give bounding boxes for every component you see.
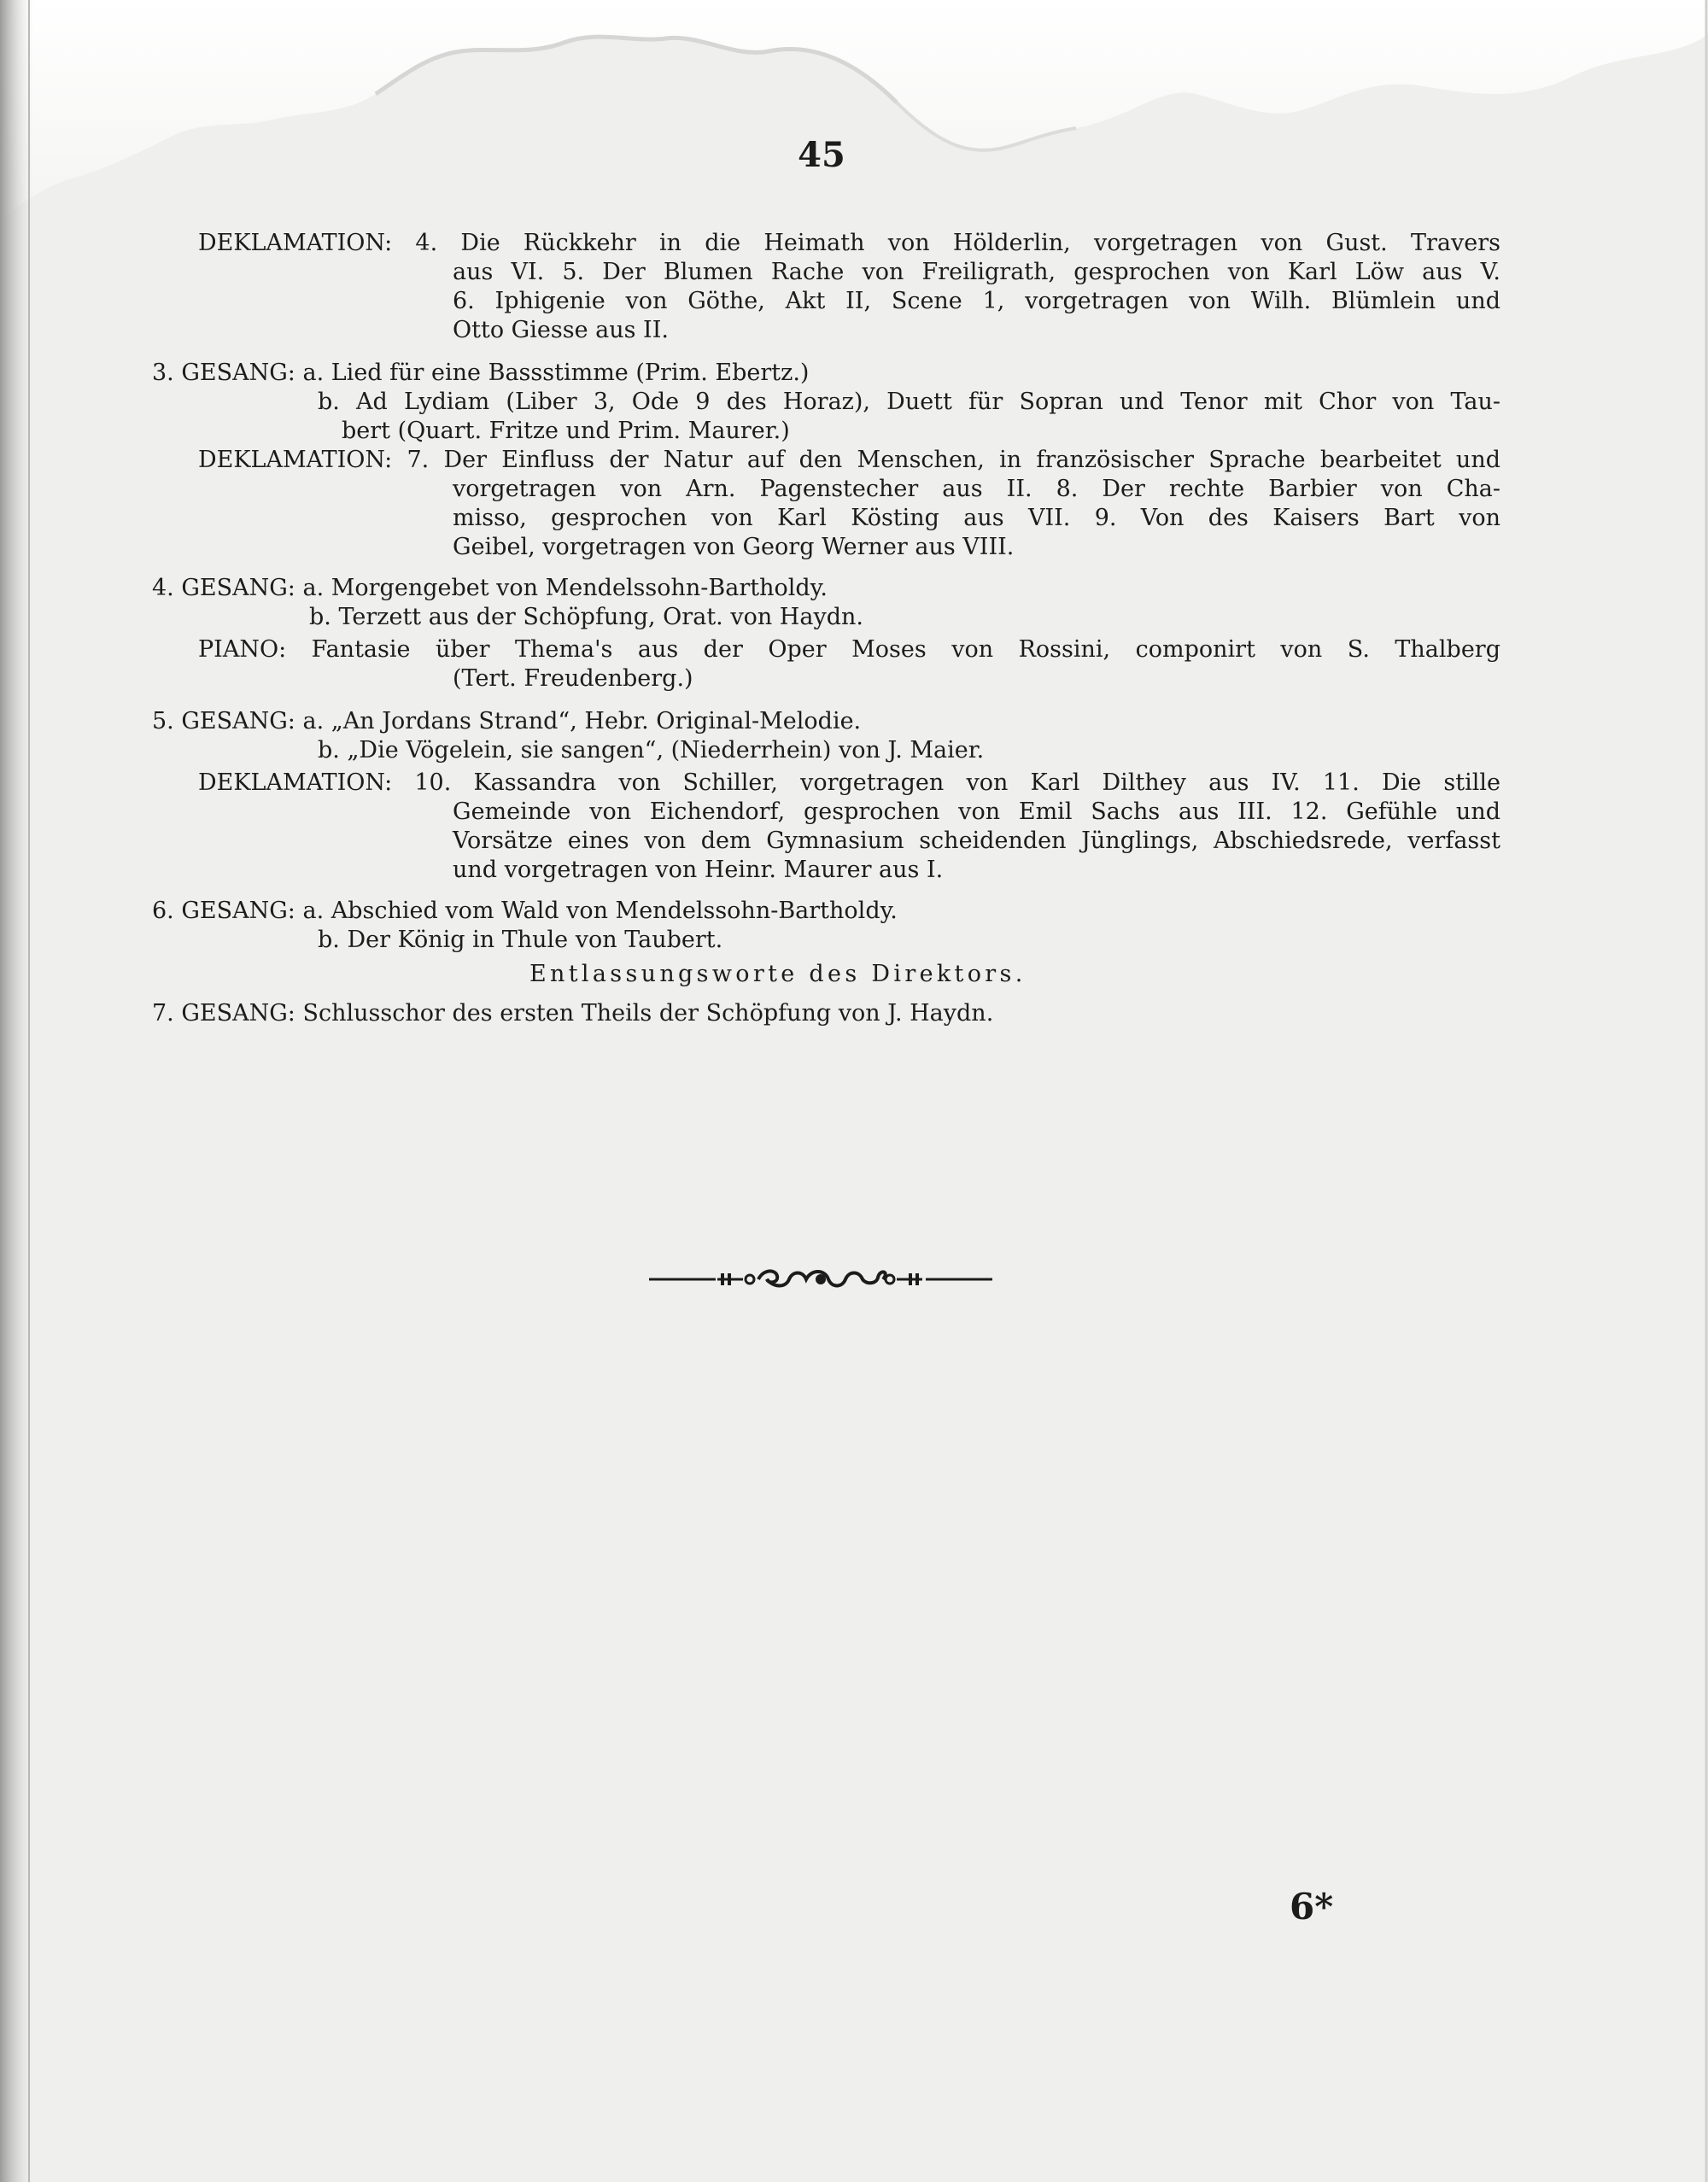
dek2-line-4: Geibel, vorgetragen von Georg Werner aus VIII.	[453, 534, 1015, 560]
dek1-line-3: 6. Iphigenie von Göthe, Akt II, Scene 1, vorgetragen von Wilh. Blümlein und	[453, 288, 1500, 314]
dek2-line-3: misso, gesprochen von Karl Kösting aus VII. 9. Von des Kaisers Bart von	[453, 505, 1500, 531]
gesang3-line-1: 3. GESANG: a. Lied für eine Bassstimme (Prim. Ebertz.)	[152, 360, 810, 386]
dek2-line-1: DEKLAMATION: 7. Der Einfluss der Natur auf den Menschen, in französischer Sprache bearbeitet und	[198, 447, 1500, 473]
dek3-line-1: DEKLAMATION: 10. Kassandra von Schiller, vorgetragen von Karl Dilthey aus IV. 11. Die stille	[198, 769, 1500, 796]
dek1-line-1: DEKLAMATION: 4. Die Rückkehr in die Heimath von Hölderlin, vorgetragen von Gust. Travers	[198, 230, 1500, 256]
dek3-line-4: und vorgetragen von Heinr. Maurer aus I.	[453, 857, 944, 883]
gesang5-line-2: b. „Die Vögelein, sie sangen“, (Niederrhein) von J. Maier.	[318, 737, 985, 763]
gesang4-line-1: 4. GESANG: a. Morgengebet von Mendelssohn-Bartholdy.	[152, 575, 828, 601]
piano-line-1: PIANO: Fantasie über Thema's aus der Oper Moses von Rossini, componirt von S. Thalberg	[198, 636, 1500, 663]
gesang3-line-2: b. Ad Lydiam (Liber 3, Ode 9 des Horaz), Duett für Sopran und Tenor mit Chor von Tau-	[318, 389, 1500, 415]
gesang5-line-1: 5. GESANG: a. „An Jordans Strand“, Hebr. Original-Melodie.	[152, 708, 862, 734]
dek3-line-2: Gemeinde von Eichendorf, gesprochen von Emil Sachs aus III. 12. Gefühle und	[453, 799, 1500, 825]
dek1-line-4: Otto Giesse aus II.	[453, 317, 669, 343]
gesang6-line-1: 6. GESANG: a. Abschied vom Wald von Mendelssohn-Bartholdy.	[152, 898, 898, 924]
page-number: 45	[798, 135, 845, 175]
gesang6-line-2: b. Der König in Thule von Taubert.	[318, 927, 723, 953]
ornamental-divider	[649, 1266, 992, 1293]
gesang4-line-2: b. Terzett aus der Schöpfung, Orat. von Haydn.	[309, 604, 863, 630]
dek2-line-2: vorgetragen von Arn. Pagenstecher aus II. 8. Der rechte Barbier von Cha-	[453, 476, 1500, 502]
dek3-line-3: Vorsätze eines von dem Gymnasium scheidenden Jünglings, Abschiedsrede, verfasst	[453, 828, 1500, 854]
gesang3-line-3: bert (Quart. Fritze und Prim. Maurer.)	[342, 418, 790, 444]
piano-line-2: (Tert. Freudenberg.)	[453, 665, 693, 692]
farewell-words: Entlassungsworte des Direktors.	[529, 961, 1027, 987]
gesang7-line: 7. GESANG: Schlusschor des ersten Theils der Schöpfung von J. Haydn.	[152, 1000, 994, 1027]
signature-mark: 6*	[1290, 1886, 1334, 1928]
dek1-line-2: aus VI. 5. Der Blumen Rache von Freiligrath, gesprochen von Karl Löw aus V.	[453, 259, 1500, 285]
